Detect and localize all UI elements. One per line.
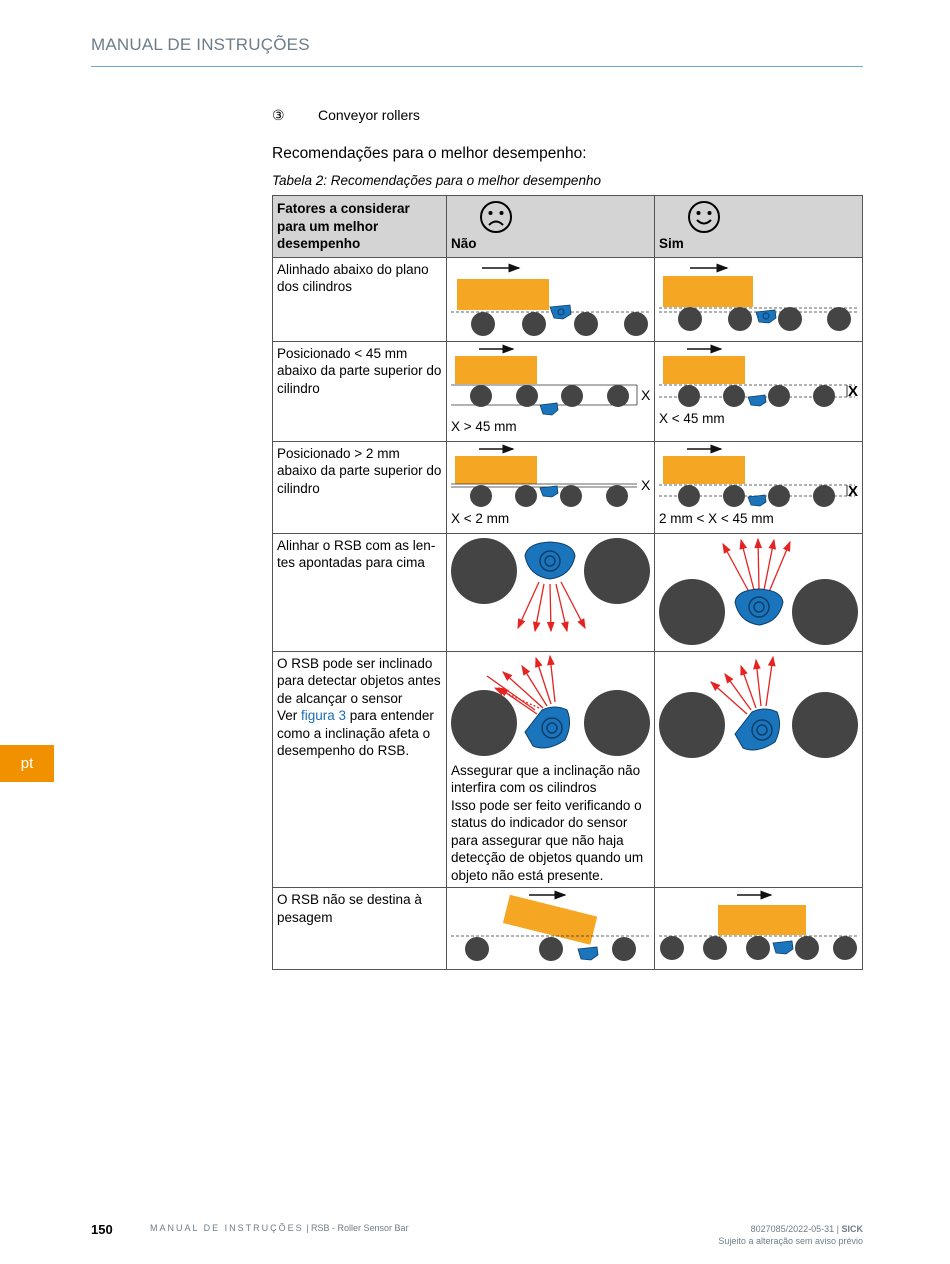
- table-row: [273, 888, 863, 970]
- section-title: Recomendações para o melhor desempenho:: [272, 145, 587, 162]
- tilt-note-detail: Isso pode ser feito verificando o status do indicador do sensor para assegurar que não haja detecção de objetos quando um objeto não está presente.: [451, 797, 644, 883]
- footer-doc-id: 8027085/2022-05-31: [750, 1224, 835, 1234]
- language-tab[interactable]: pt: [0, 745, 54, 782]
- sensor-icon: [550, 305, 571, 319]
- factor-cell: Alinhar o RSB com as len-tes apontadas para cima: [273, 533, 447, 651]
- legend-item: [272, 107, 420, 124]
- footer-brand: SICK: [841, 1224, 863, 1234]
- factor-cell: Posicionado > 2 mm abaixo da parte superior do cilindro: [273, 441, 447, 533]
- table-header-row: [273, 196, 863, 258]
- header-yes: [655, 196, 863, 258]
- table-row: [273, 651, 863, 888]
- footer-document-info: 8027085/2022-05-31 | SICK Sujeito a alteração sem aviso prévio: [718, 1224, 863, 1246]
- table-caption: Tabela 2: Recomendações para o melhor desempenho: [272, 173, 601, 188]
- dimension-marker: X: [641, 476, 651, 493]
- footer-document-title: MANUAL DE INSTRUÇÕES | RSB - Roller Sensor Bar: [150, 1223, 409, 1233]
- measurement-label: X < 45 mm: [659, 410, 725, 426]
- sensor-icon: [773, 941, 793, 954]
- sad-face-icon: [479, 200, 513, 234]
- factor-text: para entender como a inclinação afeta o desempenho do RSB.: [277, 708, 434, 758]
- sensor-icon: [735, 589, 783, 625]
- no-cell: [447, 341, 655, 441]
- yes-cell: [655, 257, 863, 341]
- sensor-icon: [525, 542, 575, 579]
- factor-cell: Alinhado abaixo do plano dos cilindros: [273, 257, 447, 341]
- measurement-label: X < 2 mm: [451, 510, 510, 526]
- header-no: [447, 196, 655, 258]
- factor-cell: Posicionado < 45 mm abaixo da parte superior do cilindro: [273, 341, 447, 441]
- footer-product: RSB - Roller Sensor Bar: [311, 1223, 409, 1233]
- running-header: MANUAL DE INSTRUÇÕES: [91, 35, 310, 54]
- diagram-lens-up-yes: [655, 534, 862, 648]
- diagram-position-2mm-no: [447, 442, 654, 510]
- figure-3-link[interactable]: figura 3: [301, 708, 347, 723]
- no-cell: [447, 533, 655, 651]
- yes-cell: [655, 341, 863, 441]
- diagram-position-45mm-no: [447, 342, 654, 418]
- diagram-position-45mm-yes: [655, 342, 862, 410]
- no-cell: [447, 651, 655, 888]
- yes-cell: [655, 441, 863, 533]
- happy-face-icon: [687, 200, 721, 234]
- footer-doc-title: MANUAL DE INSTRUÇÕES: [150, 1223, 304, 1233]
- sensor-icon: [748, 495, 766, 506]
- sensor-icon: [540, 486, 558, 497]
- sensor-icon: [540, 403, 558, 415]
- tilt-note: Assegurar que a inclinação não interfira com os cilindros: [451, 762, 641, 795]
- factor-cell: O RSB não se destina à pesagem: [273, 888, 447, 970]
- factor-text: O RSB pode ser inclinado para detectar objetos antes de alcançar o sensor: [277, 655, 441, 706]
- table-row: [273, 257, 863, 341]
- no-cell: [447, 257, 655, 341]
- diagram-lens-down-no: [447, 534, 654, 648]
- diagram-tilt-yes: [655, 652, 862, 762]
- table-row: [273, 441, 863, 533]
- legend-number: ③: [272, 107, 285, 123]
- diagram-tilt-no: [447, 652, 654, 762]
- recommendations-table: [272, 195, 863, 970]
- sensor-icon: [748, 395, 766, 406]
- diagram-position-2mm-yes: [655, 442, 862, 510]
- sensor-icon: [756, 310, 776, 323]
- dimension-marker: X: [848, 482, 859, 500]
- header-rule: [91, 66, 863, 67]
- dimension-marker: X: [641, 386, 651, 403]
- factor-text: Ver: [277, 708, 302, 723]
- factor-cell: [273, 651, 447, 888]
- no-cell: [447, 441, 655, 533]
- header-factors: Fatores a considerar para um melhor desempenho: [273, 196, 447, 258]
- diagram-weighing-no: [447, 888, 654, 966]
- no-cell: [447, 888, 655, 970]
- table-row: [273, 533, 863, 651]
- yes-cell: [655, 533, 863, 651]
- diagram-below-roller-plane-yes: [655, 258, 862, 338]
- header-no-label: Não: [451, 236, 477, 251]
- sensor-icon: [578, 947, 598, 960]
- measurement-label: X > 45 mm: [451, 418, 517, 434]
- table-row: [273, 341, 863, 441]
- yes-cell: [655, 888, 863, 970]
- diagram-below-roller-plane-no: [447, 258, 654, 338]
- diagram-weighing-yes: [655, 888, 862, 966]
- dimension-marker: X: [848, 382, 859, 400]
- header-yes-label: Sim: [659, 236, 684, 251]
- footer-notice: Sujeito a alteração sem aviso prévio: [718, 1236, 863, 1246]
- measurement-label: 2 mm < X < 45 mm: [659, 510, 774, 526]
- yes-cell: [655, 651, 863, 888]
- page-number: 150: [91, 1222, 113, 1237]
- legend-text: Conveyor rollers: [318, 107, 420, 123]
